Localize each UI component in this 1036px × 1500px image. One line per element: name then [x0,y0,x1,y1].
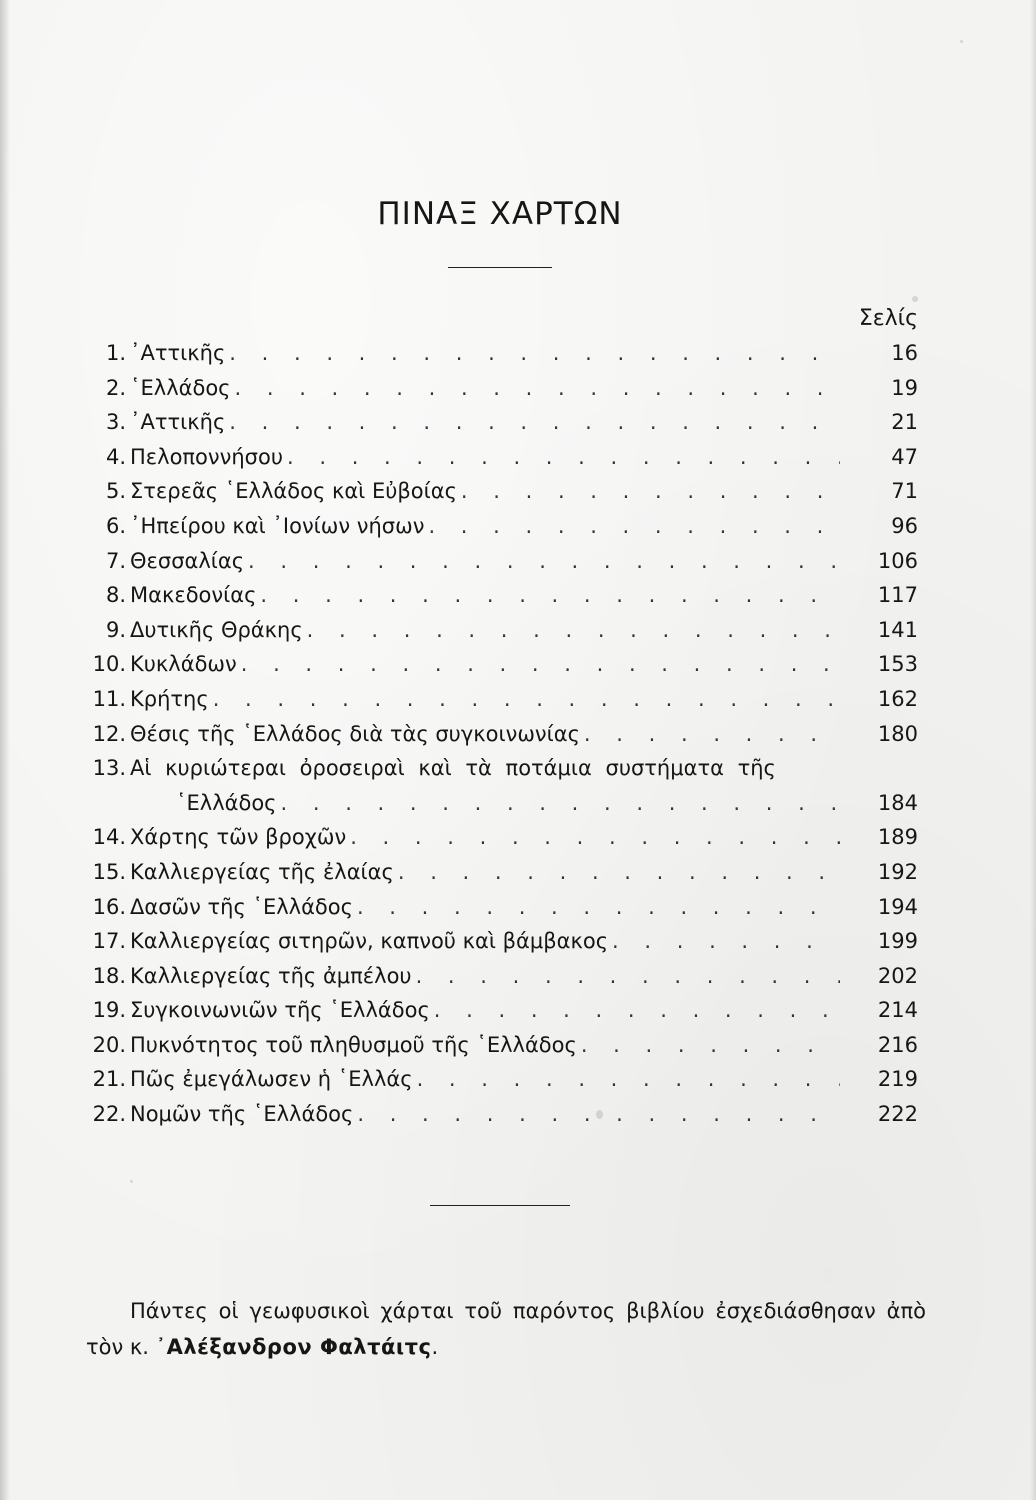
entry-page-number: 71 [891,479,918,504]
entry-page-number: 219 [877,1067,918,1092]
entry-title: Κρήτης [130,686,209,711]
entry-page-number: 141 [877,617,918,642]
entry-page-number: 153 [877,652,918,677]
entry-number: 3. [105,410,126,435]
entry-title-leader [130,1097,840,1132]
entry-page-number: 194 [877,894,918,919]
scan-speck [130,1180,133,1183]
entry-title-leader [130,613,840,648]
dot-leader [357,890,840,925]
entry-title: ᾿Αττικῆς [130,341,226,365]
entry-title-leader [130,544,840,579]
dot-leader [260,578,840,613]
credits-footnote [86,1293,926,1365]
entry-number: 9. [105,617,126,642]
entry-title: Πελοποννήσου [130,444,283,469]
dot-leader [428,509,840,544]
maps-table-of-contents [90,336,918,1132]
entry-number: 2. [105,375,126,400]
toc-entry [90,578,918,613]
entry-number: 13. [92,756,126,781]
dot-leader [581,1028,840,1063]
entry-page-number: 189 [877,825,918,850]
dot-leader [357,1097,840,1132]
toc-entry [90,890,918,925]
toc-entry [90,924,918,959]
toc-entry [90,993,918,1028]
dot-leader [248,544,840,579]
toc-entry [90,1097,918,1132]
footnote-end: . [431,1335,439,1359]
toc-entry [90,544,918,579]
entry-title-leader [130,509,840,544]
entry-title: ᾿Ηπείρου καὶ ᾿Ιονίων νήσων [130,513,425,538]
entry-title: ᾿Αττικῆς [130,410,226,435]
page-title: ΠΙΝΑΞ ΧΑΡΤΩΝ [377,196,623,232]
entry-number: 14. [92,825,126,850]
entry-title: ῾Ελλάδος [176,790,277,815]
toc-entry [90,959,918,994]
entry-title: Κυκλάδων [130,652,237,677]
entry-title-leader [130,959,840,994]
entry-title-leader [130,371,840,406]
entry-title-leader [130,890,840,925]
entry-title: Θεσσαλίας [130,548,245,573]
entry-number: 1. [105,341,126,365]
entry-title-line1: Αἱ κυριώτεραι ὀροσειραὶ καὶ τὰ ποτάμια συστήματα τῆς [130,756,776,781]
entry-number: 19. [92,998,126,1023]
dot-leader [612,924,840,959]
entry-title: Πῶς ἐμεγάλωσεν ἡ ῾Ελλάς [130,1067,413,1092]
dot-leader [416,959,840,994]
entry-number: 21. [92,1067,126,1092]
dot-leader [584,717,840,752]
toc-entry [90,440,918,475]
page-edge-shadow-right [1030,0,1036,1500]
entry-page-number: 222 [877,1102,918,1127]
toc-entry [90,751,918,820]
dot-leader [287,440,840,475]
entry-page-number: 16 [891,341,918,365]
dot-leader [229,405,840,440]
dot-leader [350,820,840,855]
toc-entry [90,371,918,406]
entry-title: Δυτικῆς Θράκης [130,617,303,642]
entry-title: Καλλιεργείας τῆς ἐλαίας [130,859,394,884]
entry-number: 7. [105,548,126,573]
entry-number: 5. [105,479,126,504]
entry-page-number: 199 [877,929,918,954]
entry-title: Καλλιεργείας τῆς ἀμπέλου [130,963,412,988]
entry-page-number: 47 [891,444,918,469]
entry-title: Μακεδονίας [130,583,257,608]
entry-title-leader [130,820,840,855]
dot-leader [461,474,840,509]
toc-entry [90,1062,918,1097]
entry-title: Δασῶν τῆς ῾Ελλάδος [130,894,353,919]
entry-title-leader [130,1062,840,1097]
entry-page-number: 192 [877,859,918,884]
toc-entry [90,613,918,648]
entry-page-number: 202 [877,963,918,988]
toc-entry [90,1028,918,1063]
entry-page-number: 21 [891,410,918,435]
entry-number: 18. [92,963,126,988]
entry-number: 15. [92,859,126,884]
entry-title: Νομῶν τῆς ῾Ελλάδος [130,1102,354,1127]
entry-page-number: 96 [891,513,918,538]
toc-entry [90,647,918,682]
entry-page-number: 162 [877,686,918,711]
entry-title-leader [130,578,840,613]
entry-number: 4. [105,444,126,469]
dot-leader [241,647,840,682]
dot-leader [434,993,840,1028]
entry-number: 16. [92,894,126,919]
entry-title-leader [130,405,840,440]
entry-page-number: 180 [877,721,918,746]
entry-title: Καλλιεργείας σιτηρῶν, καπνοῦ καὶ βάμβακος [130,929,609,954]
dot-leader [229,336,840,371]
entry-title-leader [130,924,840,959]
entry-title-leader [130,993,840,1028]
entry-number: 17. [92,929,126,954]
entry-number: 10. [92,652,126,677]
entry-title: ῾Ελλάδος [130,375,231,400]
entry-title: Θέσις τῆς ῾Ελλάδος διὰ τὰς συγκοινωνίας [130,721,580,746]
entry-title-leader [176,786,840,821]
toc-entry [90,474,918,509]
entry-page-number: 19 [891,375,918,400]
dot-leader [417,1062,840,1097]
entry-number: 12. [92,721,126,746]
entry-title-leader [130,440,840,475]
entry-title-leader [130,855,840,890]
footer-divider [430,1205,570,1206]
entry-number: 20. [92,1032,126,1057]
page-column-header: Σελίς [858,306,918,331]
entry-title-leader [130,474,840,509]
entry-title: Χάρτης τῶν βροχῶν [130,825,347,850]
dot-leader [281,786,841,821]
entry-number: 8. [105,583,126,608]
title-divider [448,267,552,268]
dot-leader [235,371,841,406]
toc-entry [90,820,918,855]
entry-number: 6. [105,513,126,538]
toc-entry [90,682,918,717]
entry-title-leader [130,717,840,752]
entry-title: Συγκοινωνιῶν τῆς ῾Ελλάδος [130,998,430,1023]
entry-title-leader [130,682,840,717]
entry-page-number: 184 [877,790,918,815]
entry-page-number: 117 [877,583,918,608]
entry-page-number: 106 [877,548,918,573]
entry-number: 11. [92,686,126,711]
dot-leader [307,613,840,648]
entry-title: Πυκνότητος τοῦ πληθυσμοῦ τῆς ῾Ελλάδος [130,1032,577,1057]
toc-entry [90,336,918,371]
toc-entry [90,855,918,890]
entry-title-leader [130,647,840,682]
entry-title-leader [130,336,840,371]
toc-entry [90,509,918,544]
scan-speck [912,296,918,302]
entry-number: 22. [92,1102,126,1127]
entry-title-leader [130,1028,840,1063]
entry-page-number: 214 [877,998,918,1023]
toc-entry [90,405,918,440]
toc-entry [90,717,918,752]
dot-leader [398,855,840,890]
entry-title: Στερεᾶς ῾Ελλάδος καὶ Εὐβοίας [130,479,457,504]
footnote-author: ᾿Αλέξανδρον Φαλτάιτς [155,1335,432,1359]
footnote-text: Πάντες οἱ γεωφυσικοὶ χάρται τοῦ παρόντος βιβλίου ἐσχεδιάσθησαν ἀπὸ τὸν κ. [86,1299,926,1359]
scan-speck [960,40,963,43]
dot-leader [213,682,840,717]
entry-page-number: 216 [877,1032,918,1057]
